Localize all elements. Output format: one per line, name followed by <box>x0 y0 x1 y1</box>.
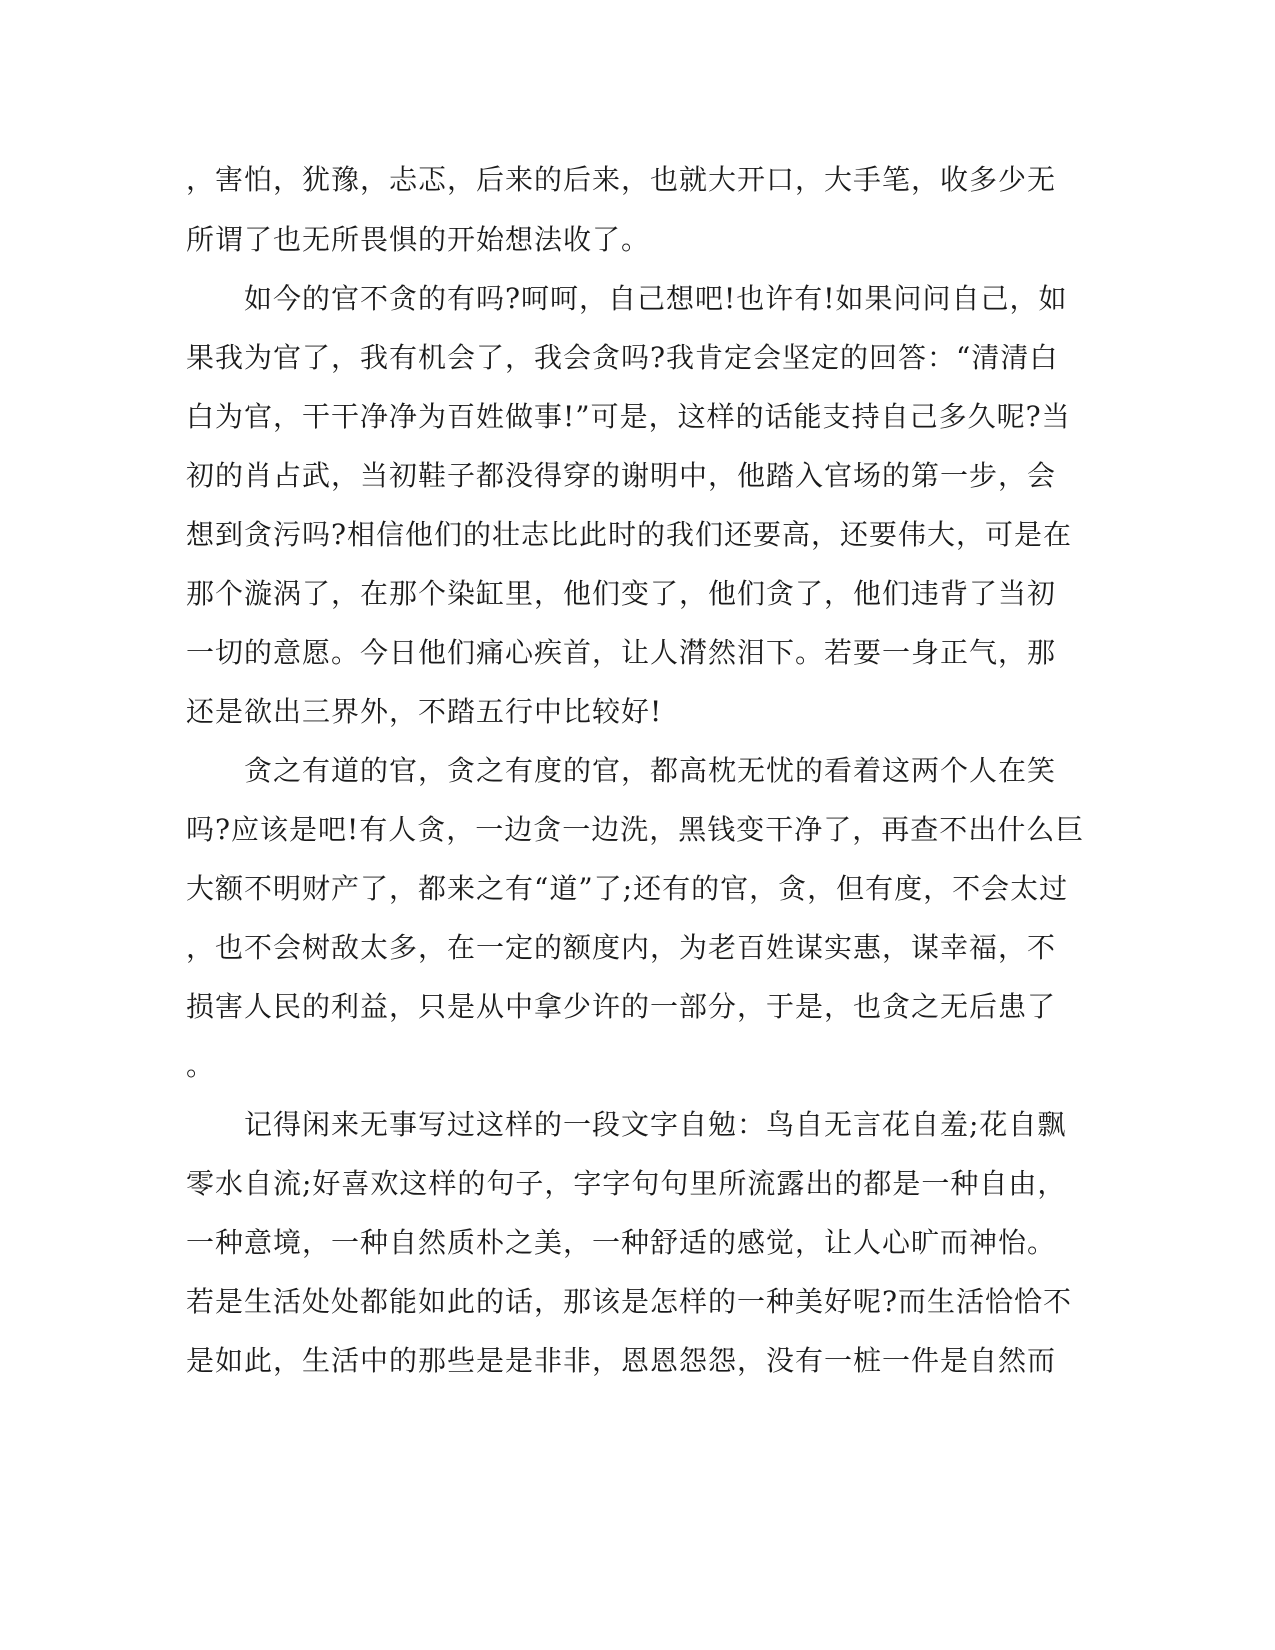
text-line: 吗?应该是吧!有人贪，一边贪一边洗，黑钱变干净了，再查不出什么巨 <box>186 813 1085 846</box>
text-line: 大额不明财产了，都来之有“道”了;还有的官，贪，但有度，不会太过 <box>186 872 1069 905</box>
text-line: 记得闲来无事写过这样的一段文字自勉：鸟自无言花自羞;花自飘 <box>186 1108 1067 1141</box>
text-line: 是如此，生活中的那些是是非非，恩恩怨怨，没有一桩一件是自然而 <box>186 1344 1057 1377</box>
text-line: 。 <box>186 1049 216 1082</box>
text-line: 那个漩涡了，在那个染缸里，他们变了，他们贪了，他们违背了当初 <box>186 577 1057 610</box>
text-line: ，害怕，犹豫，忐忑，后来的后来，也就大开口，大手笔，收多少无 <box>186 163 1057 196</box>
text-line: 白为官，干干净净为百姓做事!”可是，这样的话能支持自己多久呢?当 <box>186 400 1071 433</box>
text-line: 一切的意愿。今日他们痛心疾首，让人潸然泪下。若要一身正气，那 <box>186 636 1057 669</box>
text-line: 果我为官了，我有机会了，我会贪吗?我肯定会坚定的回答：“清清白 <box>186 341 1059 374</box>
text-line: 贪之有道的官，贪之有度的官，都高枕无忧的看着这两个人在笑 <box>186 754 1057 787</box>
text-line: 初的肖占武，当初鞋子都没得穿的谢明中，他踏入官场的第一步，会 <box>186 459 1057 492</box>
text-line: 零水自流;好喜欢这样的句子，字字句句里所流露出的都是一种自由， <box>186 1167 1067 1200</box>
text-line: ，也不会树敌太多，在一定的额度内，为老百姓谋实惠，谋幸福，不 <box>186 931 1057 964</box>
text-line: 若是生活处处都能如此的话，那该是怎样的一种美好呢?而生活恰恰不 <box>186 1285 1073 1318</box>
text-line: 如今的官不贪的有吗?呵呵，自己想吧!也许有!如果问问自己，如 <box>186 282 1068 315</box>
text-line: 还是欲出三界外，不踏五行中比较好! <box>186 695 663 728</box>
text-line: 损害人民的利益，只是从中拿少许的一部分，于是，也贪之无后患了 <box>186 990 1057 1023</box>
text-line: 想到贪污吗?相信他们的壮志比此时的我们还要高，还要伟大，可是在 <box>186 518 1073 551</box>
text-line: 所谓了也无所畏惧的开始想法收了。 <box>186 223 651 256</box>
text-line: 一种意境，一种自然质朴之美，一种舒适的感觉，让人心旷而神怡。 <box>186 1226 1057 1259</box>
